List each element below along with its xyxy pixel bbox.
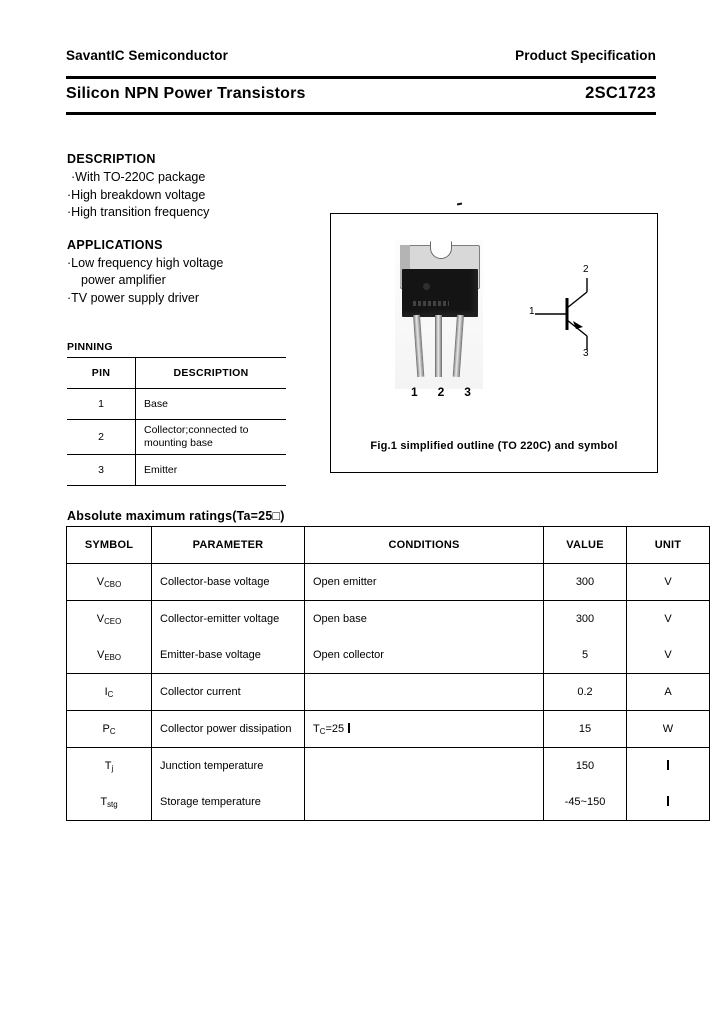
degree-celsius-icon [348, 723, 350, 733]
applications-item: ·TV power supply driver [67, 290, 199, 305]
package-pin-numbers [401, 385, 481, 399]
condition-subscript: C [319, 726, 326, 736]
to220c-package-image [383, 239, 495, 409]
table-row [67, 455, 286, 486]
ratings-header-value: VALUE [544, 527, 627, 564]
pinning-header-row [67, 358, 286, 389]
rating-unit: V [627, 601, 710, 638]
symbol-main: V [96, 612, 105, 625]
rating-symbol [67, 674, 152, 711]
rating-symbol [67, 784, 152, 821]
rating-parameter: Collector power dissipation [152, 711, 305, 748]
symbol-collector-label: 2 [583, 264, 589, 275]
degree-celsius-icon [667, 796, 669, 806]
applications-item: power amplifier [81, 273, 166, 287]
package-pin-label: 3 [464, 385, 471, 399]
condition-symbol: T [313, 722, 320, 735]
rating-symbol [67, 564, 152, 601]
symbol-main: V [96, 648, 105, 661]
table-row [67, 420, 286, 455]
pin-number: 2 [67, 420, 136, 455]
symbol-main: T [104, 759, 112, 772]
pin-number: 1 [67, 389, 136, 420]
npn-transistor-symbol [527, 264, 623, 364]
rating-symbol [67, 748, 152, 785]
rating-symbol [67, 637, 152, 674]
rating-conditions [305, 711, 544, 748]
symbol-subscript: j [111, 763, 114, 773]
package-body-marking [423, 283, 430, 290]
symbol-main: V [96, 575, 105, 588]
rating-parameter: Storage temperature [152, 784, 305, 821]
description-section [67, 152, 317, 307]
pin-number: 3 [67, 455, 136, 486]
applications-item: ·Low frequency high voltage [67, 255, 224, 270]
company-name: SavantIC Semiconductor [66, 48, 228, 63]
condition-value: =25 [325, 722, 345, 735]
rating-unit: W [627, 711, 710, 748]
rating-unit: V [627, 564, 710, 601]
description-item: ·High transition frequency [67, 205, 210, 219]
symbol-base-label: 1 [529, 306, 535, 317]
ratings-header-parameter: PARAMETER [152, 527, 305, 564]
degree-celsius-icon [667, 760, 669, 770]
rating-conditions: Open collector [305, 637, 544, 674]
rating-conditions: Open base [305, 601, 544, 638]
rating-parameter: Collector-emitter voltage [152, 601, 305, 638]
section-spacer [67, 222, 317, 238]
ratings-table [66, 526, 710, 821]
pinning-label: PINNING [67, 341, 113, 353]
table-row [67, 674, 710, 711]
symbol-subscript: C [109, 726, 116, 736]
package-pin-label: 2 [437, 385, 445, 399]
symbol-subscript: EBO [104, 652, 122, 662]
figure-box [330, 213, 658, 473]
symbol-main: I [104, 685, 108, 698]
pin-description-line: Collector;connected to [144, 424, 249, 436]
rating-value: 5 [544, 637, 627, 674]
table-row [67, 711, 710, 748]
rating-parameter: Emitter-base voltage [152, 637, 305, 674]
header-divider-top [66, 76, 656, 79]
rating-unit: V [627, 637, 710, 674]
package-plastic-body [402, 269, 478, 317]
symbol-subscript: C [107, 689, 114, 699]
rating-unit: A [627, 674, 710, 711]
ratings-header-symbol: SYMBOL [67, 527, 152, 564]
scan-artifact-mark [457, 203, 462, 206]
rating-value: 150 [544, 748, 627, 785]
table-row [67, 748, 710, 785]
package-lead-2 [435, 315, 442, 377]
pinning-header-pin: PIN [67, 358, 136, 389]
symbol-main: T [100, 795, 108, 808]
ratings-header-row [67, 527, 710, 564]
pinning-header-description: DESCRIPTION [136, 358, 287, 389]
ratings-header-unit: UNIT [627, 527, 710, 564]
table-row [67, 601, 710, 638]
pin-description [136, 420, 287, 455]
rating-conditions: Open emitter [305, 564, 544, 601]
symbol-main: P [102, 722, 110, 735]
pinning-section [67, 341, 285, 486]
pin-description-line: mounting base [144, 437, 213, 449]
description-item: ·High breakdown voltage [67, 187, 206, 202]
package-body-text [413, 301, 449, 306]
pinning-table [67, 357, 286, 486]
package-pin-label: 1 [410, 385, 418, 399]
npn-symbol-svg [527, 264, 623, 364]
rating-value: 300 [544, 564, 627, 601]
description-item: ·With TO-220C package [71, 170, 206, 184]
rating-value: 0.2 [544, 674, 627, 711]
rating-symbol [67, 711, 152, 748]
rating-parameter: Collector-base voltage [152, 564, 305, 601]
page-title: Silicon NPN Power Transistors [66, 85, 306, 102]
rating-value: 300 [544, 601, 627, 638]
document-type: Product Specification [515, 48, 656, 63]
symbol-subscript: stg [107, 799, 118, 809]
title-row [66, 84, 656, 103]
ratings-section [66, 526, 682, 821]
rating-parameter: Junction temperature [152, 748, 305, 785]
part-number: 2SC1723 [585, 84, 656, 102]
pin-description: Emitter [136, 455, 287, 486]
ratings-header-conditions: CONDITIONS [305, 527, 544, 564]
table-row [67, 564, 710, 601]
page-header [66, 48, 656, 63]
figure-caption: Fig.1 simplified outline (TO 220C) and symbol [370, 440, 618, 452]
symbol-subscript: CEO [104, 616, 122, 626]
table-row [67, 637, 710, 674]
rating-parameter: Collector current [152, 674, 305, 711]
applications-heading: APPLICATIONS [67, 237, 163, 252]
rating-value: 15 [544, 711, 627, 748]
symbol-emitter-label: 3 [583, 348, 589, 359]
rating-conditions [305, 674, 544, 711]
rating-conditions [305, 784, 544, 821]
ratings-title: Absolute maximum ratings(Ta=25□) [67, 509, 285, 523]
rating-conditions [305, 748, 544, 785]
header-divider-bottom [66, 112, 656, 115]
table-row [67, 784, 710, 821]
rating-unit [627, 784, 710, 821]
description-heading: DESCRIPTION [67, 152, 156, 166]
pin-description: Base [136, 389, 287, 420]
rating-value: -45~150 [544, 784, 627, 821]
rating-symbol [67, 601, 152, 638]
table-row [67, 389, 286, 420]
rating-unit [627, 748, 710, 785]
symbol-subscript: CBO [104, 579, 122, 589]
